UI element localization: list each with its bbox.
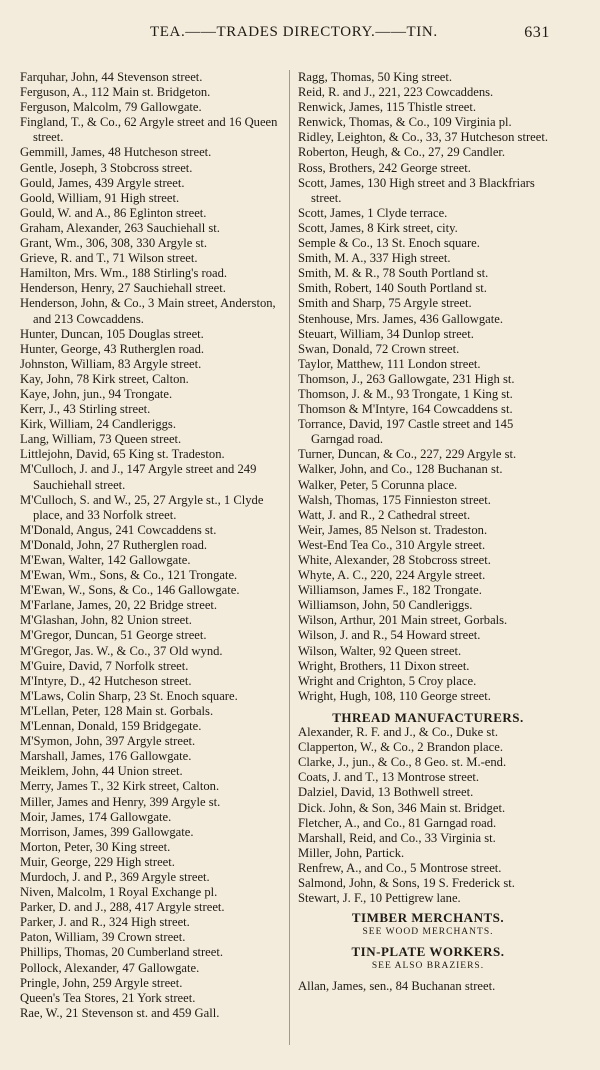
directory-entry: Kerr, J., 43 Stirling street. <box>20 402 151 417</box>
directory-entry: Clapperton, W., & Co., 2 Brandon place. <box>298 740 503 755</box>
directory-entry: M'Lellan, Peter, 128 Main st. Gorbals. <box>20 703 214 718</box>
timber-merchants-note: SEE WOOD MERCHANTS. <box>362 927 494 938</box>
directory-entry: Parker, J. and R., 324 High street. <box>20 915 190 930</box>
directory-entry: Marshall, Reid, and Co., 33 Virginia st. <box>298 830 496 845</box>
directory-entry: Miller, John, Partick. <box>298 845 405 860</box>
directory-entry: Queen's Tea Stores, 21 York street. <box>20 990 196 1005</box>
directory-entry: Semple & Co., 13 St. Enoch square. <box>298 236 480 251</box>
directory-entry: M'Donald, John, 27 Rutherglen road. <box>20 537 208 552</box>
directory-entry: Gentle, Joseph, 3 Stobcross street. <box>20 160 193 175</box>
directory-entry: Rae, W., 21 Stevenson st. and 459 Gall. <box>20 1005 220 1020</box>
directory-entry: Kay, John, 78 Kirk street, Calton. <box>20 371 189 386</box>
directory-entry: Watt, J. and R., 2 Cathedral street. <box>298 507 471 522</box>
directory-entry: Ferguson, Malcolm, 79 Gallowgate. <box>20 100 202 115</box>
directory-entry: Morrison, James, 399 Gallowgate. <box>20 824 194 839</box>
directory-entry: Scott, James, 130 High street and 3 Blackfriars street. <box>298 175 535 205</box>
directory-entry: Merry, James T., 32 Kirk street, Calton. <box>20 779 220 794</box>
directory-entry: Phillips, Thomas, 20 Cumberland street. <box>20 945 224 960</box>
directory-entry: West-End Tea Co., 310 Argyle street. <box>298 537 486 552</box>
directory-entry: Gemmill, James, 48 Hutcheson street. <box>20 145 212 160</box>
timber-merchants-heading: TIMBER MERCHANTS. <box>351 910 505 926</box>
directory-entry: Thomson, J., 263 Gallowgate, 231 High st. <box>298 371 515 386</box>
directory-entry: White, Alexander, 28 Stobcross street. <box>298 553 491 567</box>
directory-entry: M'Lennan, Donald, 159 Bridgegate. <box>20 719 202 734</box>
thread-manufacturers-list <box>298 725 558 906</box>
directory-entry: Wilson, Arthur, 201 Main street, Gorbals. <box>298 613 508 628</box>
directory-entry: Wilson, J. and R., 54 Howard street. <box>298 628 481 643</box>
directory-entry: Renwick, James, 115 Thistle street. <box>298 100 477 115</box>
directory-entry: Marshall, James, 176 Gallowgate. <box>20 749 192 764</box>
directory-entry: Salmond, John, & Sons, 19 S. Frederick st. <box>298 875 515 890</box>
directory-entry: Dick. John, & Son, 346 Main st. Bridget. <box>298 800 506 815</box>
directory-entry: M'Farlane, James, 20, 22 Bridge street. <box>20 598 218 613</box>
directory-entry: Renwick, Thomas, & Co., 109 Virginia pl. <box>298 115 512 130</box>
directory-entry: Renfrew, A., and Co., 5 Montrose street. <box>298 860 502 875</box>
directory-entry: Hunter, Duncan, 105 Douglas street. <box>20 326 204 341</box>
directory-entry: Whyte, A. C., 220, 224 Argyle street. <box>298 568 486 583</box>
running-header <box>60 20 560 46</box>
directory-entry: M'Ewan, Walter, 142 Gallowgate. <box>20 553 191 567</box>
directory-entry: Ragg, Thomas, 50 King street. <box>298 70 453 84</box>
directory-entry: Walsh, Thomas, 175 Finnieston street. <box>298 492 491 507</box>
directory-entry: Miller, James and Henry, 399 Argyle st. <box>20 794 221 809</box>
right-column <box>298 70 558 994</box>
directory-entry: Smith and Sharp, 75 Argyle street. <box>298 296 472 311</box>
directory-entry: Meiklem, John, 44 Union street. <box>20 764 183 779</box>
directory-entry: Ferguson, A., 112 Main st. Bridgeton. <box>20 85 211 100</box>
directory-entry: Gould, W. and A., 86 Eglinton street. <box>20 205 207 220</box>
directory-entry: M'Ewan, Wm., Sons, & Co., 121 Trongate. <box>20 568 238 583</box>
directory-entry: Taylor, Matthew, 111 London street. <box>298 356 481 371</box>
directory-entry: Torrance, David, 197 Castle street and 145 Garngad road. <box>298 417 514 447</box>
directory-entry: Stewart, J. F., 10 Pettigrew lane. <box>298 891 461 906</box>
directory-entry: Littlejohn, David, 65 King st. Tradeston. <box>20 447 225 462</box>
directory-entry: Murdoch, J. and P., 369 Argyle street. <box>20 869 210 884</box>
directory-entry: Allan, James, sen., 84 Buchanan street. <box>298 978 496 993</box>
directory-entry: M'Guire, David, 7 Norfolk street. <box>20 658 189 673</box>
tin-plate-workers-heading: TIN-PLATE WORKERS. <box>351 944 505 960</box>
directory-entry: Dalziel, David, 13 Bothwell street. <box>298 785 474 800</box>
directory-entry: Morton, Peter, 30 King street. <box>20 839 171 854</box>
directory-entry: Johnston, William, 83 Argyle street. <box>20 356 202 371</box>
directory-entry: Goold, William, 91 High street. <box>20 190 180 205</box>
tin-plate-workers-list <box>298 979 558 994</box>
directory-entry: Wilson, Walter, 92 Queen street. <box>298 643 462 658</box>
directory-entry: Grant, Wm., 306, 308, 330 Argyle st. <box>20 236 208 251</box>
directory-entry: Ridley, Leighton, & Co., 33, 37 Hutcheson street. <box>298 130 548 145</box>
left-column <box>20 70 284 1021</box>
tin-plate-workers-note: SEE ALSO BRAZIERS. <box>371 961 485 972</box>
directory-entry: Graham, Alexander, 263 Sauchiehall st. <box>20 220 220 235</box>
directory-entry: M'Intyre, D., 42 Hutcheson street. <box>20 673 192 688</box>
directory-entry: Williamson, John, 50 Candleriggs. <box>298 598 473 613</box>
directory-entry: Pringle, John, 259 Argyle street. <box>20 975 183 990</box>
directory-entry: Walker, Peter, 5 Corunna place. <box>298 477 458 492</box>
directory-entry: Parker, D. and J., 288, 417 Argyle street. <box>20 900 225 915</box>
directory-entry: Pollock, Alexander, 47 Gallowgate. <box>20 960 200 975</box>
directory-entry: M'Gregor, Duncan, 51 George street. <box>20 628 207 643</box>
directory-entry: Weir, James, 85 Nelson st. Tradeston. <box>298 522 488 537</box>
directory-entry: Walker, John, and Co., 128 Buchanan st. <box>298 462 503 477</box>
directory-entry: Moir, James, 174 Gallowgate. <box>20 809 172 824</box>
directory-entry: Fletcher, A., and Co., 81 Garngad road. <box>298 815 497 830</box>
directory-entry: Lang, William, 73 Queen street. <box>20 432 182 447</box>
directory-entry: Fingland, T., & Co., 62 Argyle street and 16 Queen street. <box>20 115 278 145</box>
directory-entry: Thomson & M'Intyre, 164 Cowcaddens st. <box>298 402 513 417</box>
thread-manufacturers-heading: THREAD MANUFACTURERS. <box>332 709 524 725</box>
directory-entry: Muir, George, 229 High street. <box>20 854 175 869</box>
directory-entry: Swan, Donald, 72 Crown street. <box>298 341 460 356</box>
directory-entry: Clarke, J., jun., & Co., 8 Geo. st. M.-end. <box>298 755 507 770</box>
directory-entry: Hamilton, Mrs. Wm., 188 Stirling's road. <box>20 266 228 281</box>
directory-entry: M'Gregor, Jas. W., & Co., 37 Old wynd. <box>20 643 223 658</box>
directory-entry: Grieve, R. and T., 71 Wilson street. <box>20 251 198 266</box>
directory-entry: Thomson, J. & M., 93 Trongate, 1 King st. <box>298 386 513 401</box>
directory-entry: Wright, Brothers, 11 Dixon street. <box>298 658 470 673</box>
directory-entry: M'Donald, Angus, 241 Cowcaddens st. <box>20 522 217 537</box>
directory-entry: Kirk, William, 24 Candleriggs. <box>20 417 176 432</box>
directory-entry: Steuart, William, 34 Dunlop street. <box>298 326 474 341</box>
directory-entry: Reid, R. and J., 221, 223 Cowcaddens. <box>298 85 494 100</box>
directory-entry: Farquhar, John, 44 Stevenson street. <box>20 70 203 84</box>
directory-entry: Williamson, James F., 182 Trongate. <box>298 583 482 598</box>
directory-entry: Gould, James, 439 Argyle street. <box>20 175 185 190</box>
directory-entry: Wright and Crighton, 5 Croy place. <box>298 673 477 688</box>
directory-entry: M'Culloch, J. and J., 147 Argyle street and 249 Sauchiehall street. <box>20 462 257 492</box>
directory-entry: Ross, Brothers, 242 George street. <box>298 160 471 175</box>
directory-entry: Henderson, John, & Co., 3 Main street, Anderston, and 213 Cowcaddens. <box>20 296 276 326</box>
directory-entry: Alexander, R. F. and J., & Co., Duke st. <box>298 725 498 740</box>
directory-entry: M'Symon, John, 397 Argyle street. <box>20 734 196 749</box>
directory-entry: Smith, Robert, 140 South Portland st. <box>298 281 487 296</box>
directory-entry: M'Culloch, S. and W., 25, 27 Argyle st., 1 Clyde place, and 33 Norfolk street. <box>20 492 264 522</box>
directory-entry: M'Ewan, W., Sons, & Co., 146 Gallowgate. <box>20 583 240 598</box>
directory-entry: Niven, Malcolm, 1 Royal Exchange pl. <box>20 885 218 900</box>
tea-dealers-continued <box>298 70 558 704</box>
directory-entry: Wright, Hugh, 108, 110 George street. <box>298 688 491 703</box>
directory-entry: M'Laws, Colin Sharp, 23 St. Enoch square. <box>20 688 238 703</box>
directory-entry: M'Glashan, John, 82 Union street. <box>20 613 192 628</box>
directory-entry: Paton, William, 39 Crown street. <box>20 930 186 945</box>
directory-entry: Smith, M. A., 337 High street. <box>298 251 451 266</box>
directory-entry: Stenhouse, Mrs. James, 436 Gallowgate. <box>298 311 503 326</box>
column-divider <box>289 70 290 1045</box>
directory-entry: Hunter, George, 43 Rutherglen road. <box>20 341 205 356</box>
page-number: 631 <box>524 24 550 41</box>
directory-entry: Scott, James, 8 Kirk street, city. <box>298 220 458 235</box>
directory-entry: Coats, J. and T., 13 Montrose street. <box>298 770 480 785</box>
directory-entry: Henderson, Henry, 27 Sauchiehall street. <box>20 281 226 296</box>
directory-entry: Smith, M. & R., 78 South Portland st. <box>298 266 489 281</box>
directory-entry: Scott, James, 1 Clyde terrace. <box>298 205 448 220</box>
directory-entry: Roberton, Heugh, & Co., 27, 29 Candler. <box>298 145 506 160</box>
directory-entry: Kaye, John, jun., 94 Trongate. <box>20 386 173 401</box>
header-title: TEA.——TRADES DIRECTORY.——TIN. <box>150 24 438 40</box>
directory-entry: Turner, Duncan, & Co., 227, 229 Argyle st. <box>298 447 517 462</box>
